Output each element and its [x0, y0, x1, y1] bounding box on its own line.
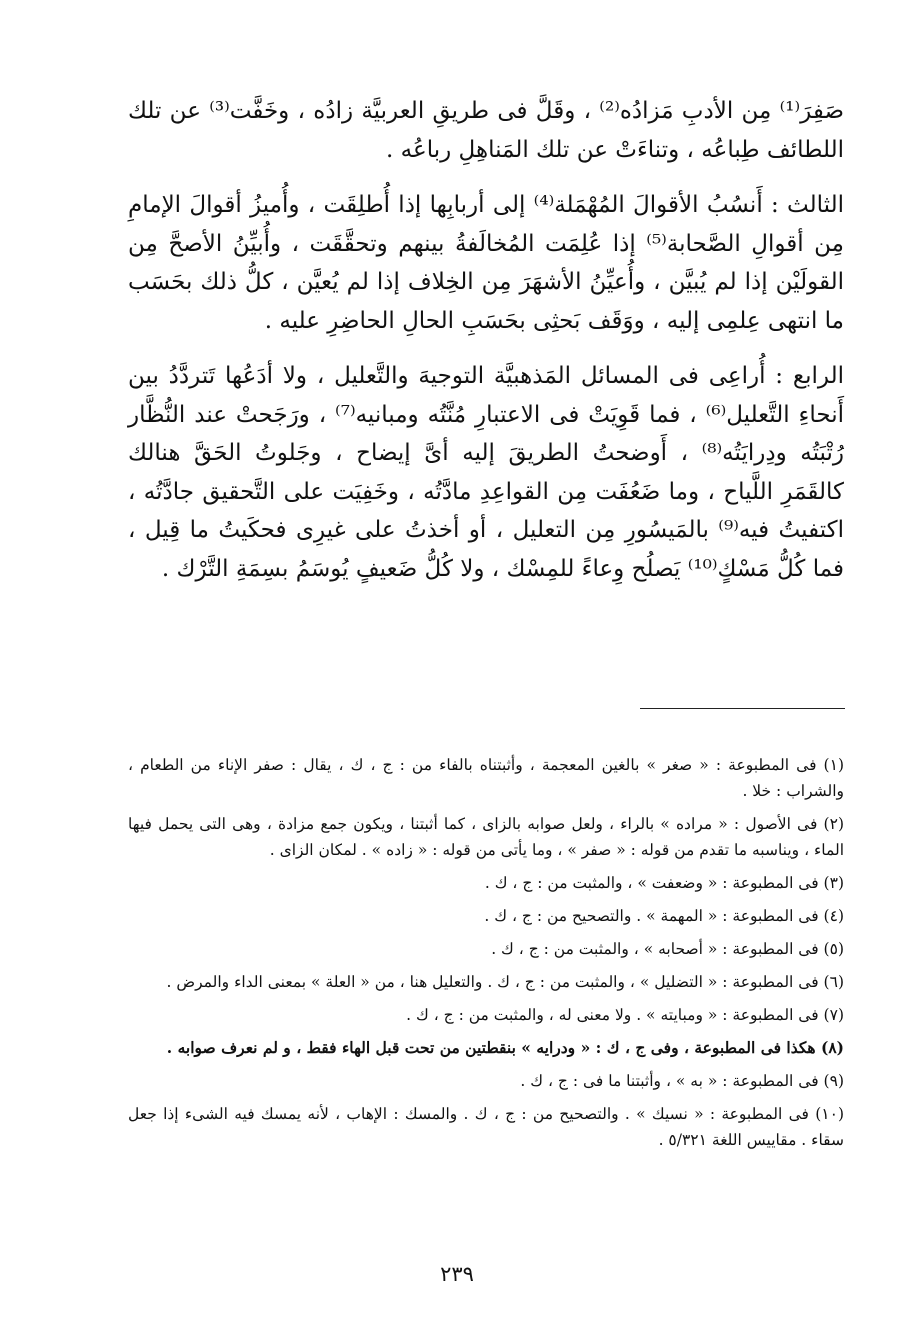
- footnote-9: (٩) فى المطبوعة : « به » ، وأثبتنا ما فى : ج ، ك .: [520, 1072, 844, 1090]
- footnotes: [128, 752, 844, 1160]
- paragraph-third-point: الثالث : أَنسُبُ الأقوالَ المُهْمَلة⁽⁴⁾ إلى أربابِها إذا أُطلِقَت ، وأُميزُ أقوالَ الإمامِ مِن أقوالِ الصَّحابة⁽⁵⁾ إذا عُلِمَت المُخالَفةُ بينهم وتحقَّقَت ، وأُبيِّنُ الأصحَّ مِن القولَيْن إذا لم يُبيَّن ، وأُعيِّنُ الأشهَرَ مِن الخِلاف إذا لم يُعيَّن ، كلُّ ذلك بحَسَب ما انتهى عِلمِى إليه ، ووَقَف بَحثِى بحَسَبِ الحالِ الحاضِرِ عليه .: [128, 192, 844, 334]
- footnote-8: (٨) هكذا فى المطبوعة ، وفى ج ، ك : « ودرايه » بنقطتين من تحت قبل الهاء فقط ، و لم نعرف صوابه .: [166, 1038, 844, 1057]
- footnote-5: (٥) فى المطبوعة : « أصحابه » ، والمثبت من : ج ، ك .: [491, 940, 844, 958]
- footnote-2: (٢) فى الأصول : « مراده » بالراء ، ولعل صوابه بالزاى ، كما أثبتنا ، ويكون جمع مزادة ، وهى التى يحمل فيها الماء ، ويناسبه ما تقدم من قوله : « صفر » ، وما يأتى من قوله : « زاده » . لمكان الزاى .: [128, 815, 844, 859]
- footnote-4: (٤) فى المطبوعة : « المهمة » . والتصحيح من : ج ، ك .: [484, 907, 844, 925]
- paragraph-fourth-point: الرابع : أُراعِى فى المسائل المَذهبيَّة التوجيهَ والتَّعليل ، ولا أدَعُها تَتردَّدُ بين أَنحاءِ التَّعليل⁽⁶⁾ ، فما قَوِيَتْ فى الاعتبارِ مُنَّتُه ومبانيه⁽⁷⁾ ، ورَجَحتْ عند النُّظَّار رُتْبَتُه ودِرايَتُه⁽⁸⁾ ، أَوضحتُ الطريقَ إليه أىَّ إيضاح ، وجَلوتُ الحَقَّ هنالك كالقَمَرِ اللَّياح ، وما ضَعُفَت مِن القواعِدِ مادَّتُه ، وخَفِيَت على التَّحقيق جادَّتُه ، اكتفيتُ فيه⁽⁹⁾ بالمَيسُورِ مِن التعليل ، أو أخذتُ على غيرِى فحكَيتُ ما قِيل ، فما كُلُّ مَسْكٍ⁽¹⁰⁾ يَصلُح وِعاءً للمِسْك ، ولا كُلُّ ضَعيفٍ يُوسَمُ بسِمَةِ التَّرْك .: [128, 363, 845, 582]
- main-text: [128, 92, 844, 588]
- footnote-6: (٦) فى المطبوعة : « التضليل » ، والمثبت من : ج ، ك . والتعليل هنا ، من « العلة » بمعنى الداء والمرض .: [166, 973, 844, 991]
- footnote-1: (١) فى المطبوعة : « صغر » بالغين المعجمة ، وأثبتناه بالفاء من : ج ، ك ، يقال : صفر الإناء من الطعام ، والشراب : خلا .: [128, 756, 844, 800]
- faint-scan-artifact: [130, 1208, 280, 1218]
- footnote-3: (٣) فى المطبوعة : « وضعفت » ، والمثبت من : ج ، ك .: [484, 874, 844, 892]
- footnote-7: (٧) فى المطبوعة : « ومبايته » . ولا معنى له ، والمثبت من : ج ، ك .: [406, 1006, 844, 1024]
- footnote-separator: [640, 708, 845, 709]
- paragraph-continuation: صَفِرَ⁽¹⁾ مِن الأدبِ مَزادُه⁽²⁾ ، وقَلَّ فى طريقِ العربيَّة زادُه ، وخَفَّت⁽³⁾ عن تلك اللطائف طِباعُه ، وتناءَتْ عن تلك المَناهِلِ رباعُه .: [128, 98, 845, 163]
- page-number: ٢٣٩: [440, 1262, 474, 1286]
- footnote-10: (١٠) فى المطبوعة : « نسيك » . والتصحيح من : ج ، ك . والمسك : الإهاب ، لأنه يمسك فيه الشىء إذا جعل سقاء . مقاييس اللغة ٥/٣٢١ .: [128, 1105, 844, 1149]
